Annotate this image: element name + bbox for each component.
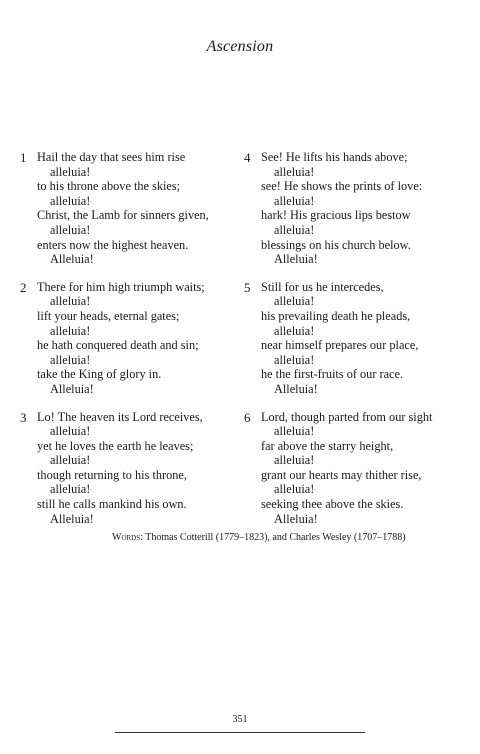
verse-number: 2 (20, 279, 27, 295)
verse-number: 5 (244, 279, 251, 295)
refrain-line: Alleluia! (274, 252, 318, 267)
verse-line: he the first-fruits of our race. (261, 367, 404, 382)
verse-line: enters now the highest heaven. (37, 237, 189, 252)
verse-line: to his throne above the skies; (37, 179, 181, 194)
verse (20, 150, 245, 267)
refrain-line: alleluia! (50, 164, 91, 179)
refrain-line: alleluia! (50, 294, 91, 309)
credit-label: Words: (112, 532, 143, 543)
refrain-line: alleluia! (50, 482, 91, 497)
verse-number: 3 (20, 409, 27, 425)
verse-line: yet he loves the earth he leaves; (37, 438, 194, 453)
verse-line: Still for us he intercedes, (261, 279, 384, 294)
refrain-line: alleluia! (274, 193, 315, 208)
verse-text (32, 150, 245, 267)
refrain-line: Alleluia! (50, 252, 94, 267)
refrain-line: alleluia! (50, 193, 91, 208)
verse-text (32, 280, 245, 397)
refrain-line: alleluia! (274, 424, 315, 439)
verse-line: lift your heads, eternal gates; (37, 308, 180, 323)
verse-line: take the King of glory in. (37, 367, 162, 382)
refrain-line: alleluia! (50, 352, 91, 367)
verse (20, 280, 245, 397)
verse-line: blessings on his church below. (261, 237, 411, 252)
refrain-line: alleluia! (274, 164, 315, 179)
verse (244, 150, 469, 267)
verse (244, 410, 469, 527)
verse-line: see! He shows the prints of love: (261, 179, 423, 194)
verse-line: Christ, the Lamb for sinners given, (37, 208, 209, 223)
verse-line: There for him high triumph waits; (37, 279, 205, 294)
verse-line: still he calls mankind his own. (37, 497, 187, 512)
bottom-rule (115, 732, 365, 733)
verse-line: far above the starry height, (261, 438, 394, 453)
verse-line: Hail the day that sees him rise (37, 150, 186, 164)
verse (20, 410, 245, 527)
verse-line: he hath conquered death and sin; (37, 338, 199, 353)
verse-line: Lo! The heaven its Lord receives, (37, 409, 203, 424)
verse-text (32, 410, 245, 527)
verse-text (256, 150, 469, 267)
refrain-line: alleluia! (50, 453, 91, 468)
verse-text (256, 410, 469, 527)
refrain-line: Alleluia! (274, 511, 318, 526)
verse-number: 6 (244, 409, 251, 425)
left-column (20, 150, 245, 539)
verse-line: Lord, though parted from our sight (261, 409, 433, 424)
verse-line: grant our hearts may thither rise, (261, 467, 422, 482)
refrain-line: alleluia! (274, 453, 315, 468)
refrain-line: alleluia! (50, 323, 91, 338)
refrain-line: alleluia! (274, 222, 315, 237)
refrain-line: alleluia! (50, 222, 91, 237)
verse-line: though returning to his throne, (37, 467, 187, 482)
verse-line: hark! His gracious lips bestow (261, 208, 411, 223)
refrain-line: Alleluia! (274, 381, 318, 396)
verse-line: near himself prepares our place, (261, 338, 419, 353)
refrain-line: alleluia! (274, 294, 315, 309)
credit-text: Thomas Cotterill (1779–1823), and Charles Wesley (1707–1788) (145, 532, 406, 543)
page-number: 351 (232, 714, 248, 725)
refrain-line: alleluia! (274, 482, 315, 497)
right-column (244, 150, 469, 539)
refrain-line: alleluia! (274, 323, 315, 338)
verse-line: seeking thee above the skies. (261, 497, 404, 512)
verse-line: See! He lifts his hands above; (261, 150, 408, 164)
verse-text (256, 280, 469, 397)
refrain-line: Alleluia! (50, 511, 94, 526)
refrain-line: alleluia! (50, 424, 91, 439)
verse-number: 1 (20, 150, 27, 165)
verse-number: 4 (244, 150, 251, 165)
verse (244, 280, 469, 397)
section-title: Ascension (206, 38, 274, 55)
refrain-line: alleluia! (274, 352, 315, 367)
verse-line: his prevailing death he pleads, (261, 308, 411, 323)
refrain-line: Alleluia! (50, 381, 94, 396)
words-credit (112, 532, 406, 543)
